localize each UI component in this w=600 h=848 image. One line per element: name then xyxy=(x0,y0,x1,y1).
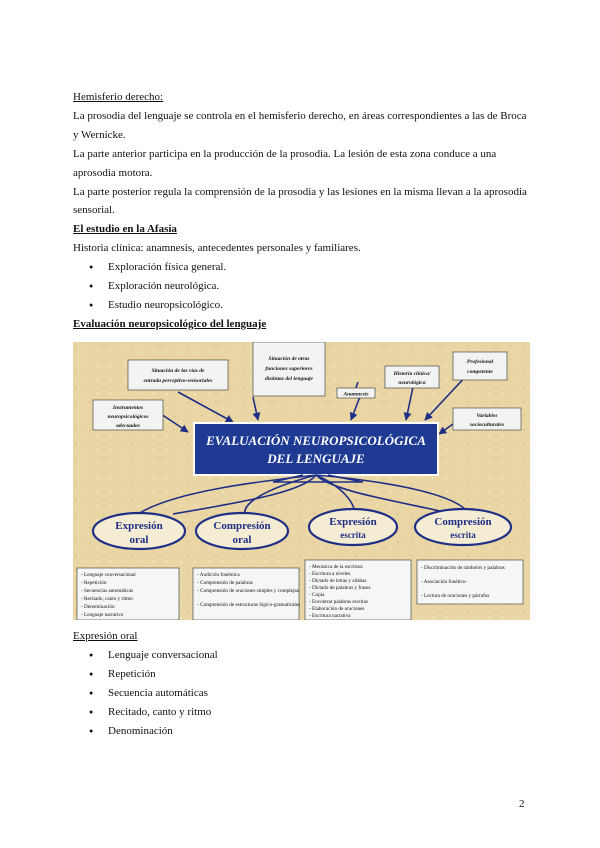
svg-text:neuropsicológicos: neuropsicológicos xyxy=(107,414,149,420)
evaluation-diagram xyxy=(73,342,530,620)
svg-text:Expresión: Expresión xyxy=(115,520,163,532)
top-box-anamnesis xyxy=(337,388,375,398)
center-title-box xyxy=(194,423,438,475)
oval-expresion-oral xyxy=(93,513,185,549)
oval-compresion-oral xyxy=(196,513,288,549)
svg-text:oral: oral xyxy=(232,534,252,546)
list-item: ● Recitado, canto y ritmo xyxy=(73,703,533,722)
heading-expresion-oral: Expresión oral xyxy=(73,630,138,642)
svg-text:- Copia: - Copia xyxy=(309,592,325,598)
svg-text:distintas del lenguaje: distintas del lenguaje xyxy=(265,376,313,382)
svg-text:- Lenguaje narrativo: - Lenguaje narrativo xyxy=(81,612,124,618)
list-item: ● Exploración física general. xyxy=(73,258,533,277)
svg-text:socioculturales: socioculturales xyxy=(469,422,505,428)
svg-text:- Audición fonémica: - Audición fonémica xyxy=(197,572,240,578)
svg-text:escrita: escrita xyxy=(450,530,476,540)
heading-hemisferio-derecho: Hemisferio derecho: xyxy=(73,91,164,103)
svg-text:- Lectura de oraciones y párra: - Lectura de oraciones y párrafos xyxy=(421,593,490,599)
svg-text:- Discriminación de símbolos y: - Discriminación de símbolos y palabras xyxy=(421,565,505,571)
svg-text:EVALUACIÓN NEUROPSICOLÓGICA: EVALUACIÓN NEUROPSICOLÓGICA xyxy=(206,433,426,448)
section-hemisferio xyxy=(73,88,533,334)
svg-text:- Comprensión de estructuras l: - Comprensión de estructuras lógico-gramaticales xyxy=(197,602,301,608)
svg-text:escrita: escrita xyxy=(340,530,366,540)
side-box-variables xyxy=(453,408,521,430)
svg-text:- Recitado, canto y ritmo: - Recitado, canto y ritmo xyxy=(81,596,133,602)
svg-text:- Dictado de letras y sílabas: - Dictado de letras y sílabas xyxy=(309,578,367,584)
svg-text:Historia clínica/: Historia clínica/ xyxy=(393,371,431,377)
expresion-oral-bullet-list xyxy=(73,646,533,741)
svg-text:neurológica: neurológica xyxy=(398,380,426,386)
svg-text:Expresión: Expresión xyxy=(329,516,377,528)
svg-text:competente: competente xyxy=(467,369,493,375)
top-box-vias xyxy=(128,360,228,390)
svg-text:Variables: Variables xyxy=(476,413,498,419)
svg-text:- Comprensión de oraciones sim: - Comprensión de oraciones simples y complejas xyxy=(197,588,299,594)
heading-evaluacion: Evaluación neuropsicológico del lenguaje xyxy=(73,317,267,330)
list-item: ● Estudio neuropsicológico. xyxy=(73,296,533,315)
historia-clinica-text: Historia clínica: anamnesis, antecedentes personales y familiares. xyxy=(73,242,361,255)
svg-text:Situación de las vías de: Situación de las vías de xyxy=(151,368,205,374)
svg-text:Compresión: Compresión xyxy=(434,516,492,528)
detail-box-expresion-oral xyxy=(77,568,179,620)
svg-text:- Repetición: - Repetición xyxy=(81,580,107,586)
svg-text:oral: oral xyxy=(129,534,149,546)
svg-text:Instrumentos: Instrumentos xyxy=(112,405,144,411)
estudio-bullet-list xyxy=(73,258,533,315)
svg-text:Situación de otras: Situación de otras xyxy=(268,356,310,362)
svg-text:Compresión: Compresión xyxy=(213,520,271,532)
list-item: ● Denominación xyxy=(73,722,533,741)
svg-text:Anamnesis: Anamnesis xyxy=(343,391,369,398)
list-item: ● Exploración neurológica. xyxy=(73,277,533,296)
side-box-instrumentos xyxy=(93,400,163,430)
paragraph-1: La prosodia del lenguaje se controla en el hemisferio derecho, en áreas correspondientes a las de Broca y Wernicke. xyxy=(73,109,527,141)
svg-text:entrada perceptivo-sensoriales: entrada perceptivo-sensoriales xyxy=(143,378,213,384)
oval-compresion-escrita xyxy=(415,509,511,545)
section-expresion-oral xyxy=(73,627,533,740)
svg-text:- Escritura narrativa: - Escritura narrativa xyxy=(309,613,351,619)
svg-text:- Secuencias automáticas: - Secuencias automáticas xyxy=(81,588,134,594)
svg-text:- Encontrar palabras escritas: - Encontrar palabras escritas xyxy=(309,599,368,605)
svg-text:Profesional: Profesional xyxy=(466,359,494,365)
oval-expresion-escrita xyxy=(309,509,397,545)
heading-estudio-afasia: El estudio en la Afasia xyxy=(73,223,177,236)
top-box-otras-funciones xyxy=(253,342,325,396)
svg-text:- Mecánica de la escritura: - Mecánica de la escritura xyxy=(309,564,363,570)
svg-text:- Dictado de palabras y frases: - Dictado de palabras y frases xyxy=(309,585,371,591)
svg-text:DEL LENGUAJE: DEL LENGUAJE xyxy=(267,451,365,466)
list-item: ● Secuencia automáticas xyxy=(73,684,533,703)
svg-text:- Asociación fonético-: - Asociación fonético- xyxy=(421,579,468,585)
top-box-profesional xyxy=(453,352,507,380)
svg-text:- Denominación: - Denominación xyxy=(81,604,115,610)
svg-text:- Comprensión de palabras: - Comprensión de palabras xyxy=(197,580,253,586)
top-box-historia-clinica xyxy=(385,366,439,388)
paragraph-3: La parte posterior regula la comprensión de la prosodia y las lesiones en la misma llevan a la aprosodia sensorial. xyxy=(73,185,527,217)
svg-text:- Elaboración de oraciones: - Elaboración de oraciones xyxy=(309,606,365,612)
svg-text:funciones superiores: funciones superiores xyxy=(265,366,313,372)
svg-text:- Lenguaje conversacional: - Lenguaje conversacional xyxy=(81,572,136,578)
evaluation-diagram-figure xyxy=(73,342,530,620)
detail-box-expresion-escrita xyxy=(305,560,411,620)
page-number: 2 xyxy=(519,798,525,810)
svg-text:- Escritura a niveles: - Escritura a niveles xyxy=(309,571,351,577)
list-item: ● Repetición xyxy=(73,665,533,684)
svg-text:adecuados: adecuados xyxy=(116,423,140,429)
detail-box-compresion-escrita xyxy=(417,560,523,604)
detail-box-compresion-oral xyxy=(193,568,300,620)
paragraph-2: La parte anterior participa en la producción de la prosodia. La lesión de esta zona conduce a una aprosodia motora. xyxy=(73,147,497,179)
list-item: ● Lenguaje conversacional xyxy=(73,646,533,665)
